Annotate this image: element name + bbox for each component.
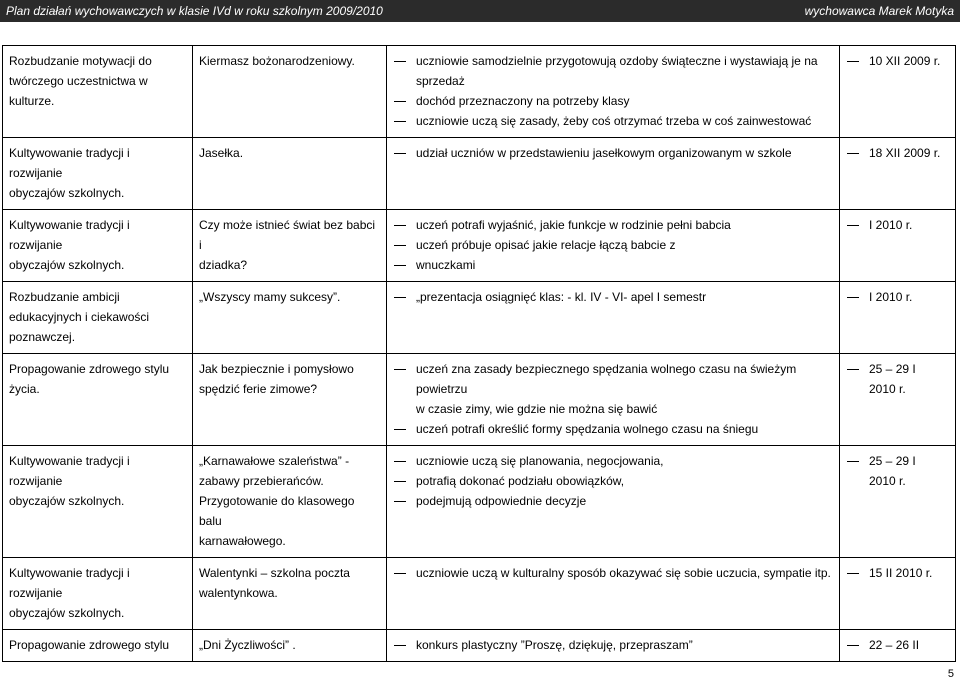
activity-cell <box>193 558 387 630</box>
table-row <box>3 354 956 446</box>
date-line: 25 – 29 I <box>846 451 949 471</box>
effect-item: w czasie zimy, wie gdzie nie można się bawić <box>416 402 658 416</box>
date-line: I 2010 r. <box>846 215 949 235</box>
date-line: I 2010 r. <box>846 287 949 307</box>
effects-cell <box>387 558 840 630</box>
activity-line: Kiermasz bożonarodzeniowy. <box>199 54 355 68</box>
goal-line: Rozbudzanie ambicji <box>9 290 120 304</box>
date-line: 2010 r. <box>869 474 906 488</box>
goal-line: Kultywowanie tradycji i rozwijanie <box>9 218 130 252</box>
activity-line: Walentynki – szkolna poczta <box>199 566 350 580</box>
activity-line: „Wszyscy mamy sukcesy”. <box>199 290 341 304</box>
activity-line: karnawałowego. <box>199 534 286 548</box>
document-title: Plan działań wychowawczych w klasie IVd w roku szkolnym 2009/2010 <box>6 4 383 18</box>
goal-line: twórczego uczestnictwa w <box>9 74 148 88</box>
goal-line: obyczajów szkolnych. <box>9 606 125 620</box>
effect-item: „prezentacja osiągnięć klas: - kl. IV - VI- apel I semestr <box>393 287 833 307</box>
activity-line: walentynkowa. <box>199 586 278 600</box>
activity-plan-table <box>2 45 956 662</box>
activity-line: Jak bezpiecznie i pomysłowo <box>199 362 354 376</box>
activity-cell <box>193 210 387 282</box>
goal-line: obyczajów szkolnych. <box>9 494 125 508</box>
activity-cell <box>193 282 387 354</box>
teacher-name: wychowawca Marek Motyka <box>804 4 954 18</box>
effect-item: uczeń zna zasady bezpiecznego spędzania wolnego czasu na świeżym powietrzu <box>393 359 833 399</box>
date-cell <box>840 46 956 138</box>
effect-item: uczniowie uczą się planowania, negocjowania, <box>393 451 833 471</box>
effect-item: sprzedaż <box>416 74 465 88</box>
goal-cell <box>3 446 193 558</box>
effect-item: potrafią dokonać podziału obowiązków, <box>393 471 833 491</box>
goal-line: Kultywowanie tradycji i rozwijanie <box>9 454 130 488</box>
goal-line: Kultywowanie tradycji i rozwijanie <box>9 146 130 180</box>
activity-plan-body <box>3 46 956 662</box>
date-cell <box>840 630 956 662</box>
activity-cell <box>193 446 387 558</box>
effects-cell <box>387 210 840 282</box>
effect-item: konkurs plastyczny ”Proszę, dziękuję, przepraszam” <box>393 635 833 655</box>
effect-item: uczniowie uczą w kulturalny sposób okazywać się sobie uczucia, sympatie itp. <box>393 563 833 583</box>
activity-cell <box>193 138 387 210</box>
effects-cell <box>387 282 840 354</box>
date-line: 22 – 26 II <box>846 635 949 655</box>
activity-line: Jasełka. <box>199 146 244 160</box>
activity-line: zabawy przebierańców. <box>199 474 324 488</box>
table-row <box>3 282 956 354</box>
goal-cell <box>3 630 193 662</box>
effects-cell <box>387 138 840 210</box>
activity-cell <box>193 630 387 662</box>
goal-cell <box>3 46 193 138</box>
effect-item: uczniowie uczą się zasady, żeby coś otrzymać trzeba w coś zainwestować <box>393 111 833 131</box>
table-row <box>3 46 956 138</box>
goal-cell <box>3 138 193 210</box>
goal-line: poznawczej. <box>9 330 76 344</box>
goal-line: życia. <box>9 382 40 396</box>
effect-item: udział uczniów w przedstawieniu jasełkowym organizowanym w szkole <box>393 143 833 163</box>
date-line: 10 XII 2009 r. <box>846 51 949 71</box>
goal-line: obyczajów szkolnych. <box>9 258 125 272</box>
goal-line: obyczajów szkolnych. <box>9 186 125 200</box>
activity-cell <box>193 46 387 138</box>
date-line: 18 XII 2009 r. <box>846 143 949 163</box>
date-line: 2010 r. <box>869 382 906 396</box>
date-line: 15 II 2010 r. <box>846 563 949 583</box>
activity-line: Czy może istnieć świat bez babci i <box>199 218 376 252</box>
activity-line: Przygotowanie do klasowego balu <box>199 494 355 528</box>
goal-cell <box>3 354 193 446</box>
effect-item: podejmują odpowiednie decyzje <box>393 491 833 511</box>
effects-cell <box>387 446 840 558</box>
goal-line: edukacyjnych i ciekawości <box>9 310 150 324</box>
effect-item: uczniowie samodzielnie przygotowują ozdoby świąteczne i wystawiają je na <box>393 51 833 71</box>
activity-line: „Karnawałowe szaleństwa” - <box>199 454 350 468</box>
effects-cell <box>387 630 840 662</box>
activity-line: spędzić ferie zimowe? <box>199 382 318 396</box>
goal-cell <box>3 282 193 354</box>
goal-line: Rozbudzanie motywacji do <box>9 54 152 68</box>
date-cell <box>840 354 956 446</box>
activity-cell <box>193 354 387 446</box>
effect-item: uczeń próbuje opisać jakie relacje łączą babcie z <box>393 235 833 255</box>
table-row <box>3 210 956 282</box>
effects-cell <box>387 46 840 138</box>
table-row <box>3 138 956 210</box>
goal-line: Propagowanie zdrowego stylu <box>9 362 170 376</box>
effect-item: uczeń potrafi wyjaśnić, jakie funkcje w rodzinie pełni babcia <box>393 215 833 235</box>
goal-cell <box>3 558 193 630</box>
date-cell <box>840 210 956 282</box>
table-row <box>3 446 956 558</box>
goal-line: kulturze. <box>9 94 55 108</box>
effect-item: wnuczkami <box>393 255 833 275</box>
goal-cell <box>3 210 193 282</box>
table-row <box>3 558 956 630</box>
effect-item: uczeń potrafi określić formy spędzania wolnego czasu na śniegu <box>393 419 833 439</box>
date-cell <box>840 138 956 210</box>
date-cell <box>840 558 956 630</box>
goal-line: Kultywowanie tradycji i rozwijanie <box>9 566 130 600</box>
effect-item: dochód przeznaczony na potrzeby klasy <box>393 91 833 111</box>
date-line: 25 – 29 I <box>846 359 949 379</box>
goal-line: Propagowanie zdrowego stylu <box>9 638 170 652</box>
table-row <box>3 630 956 662</box>
page-header <box>0 0 960 22</box>
page-number: 5 <box>947 668 954 680</box>
activity-line: dziadka? <box>199 258 248 272</box>
date-cell <box>840 446 956 558</box>
effects-cell <box>387 354 840 446</box>
activity-line: „Dni Życzliwości” . <box>199 638 296 652</box>
date-cell <box>840 282 956 354</box>
